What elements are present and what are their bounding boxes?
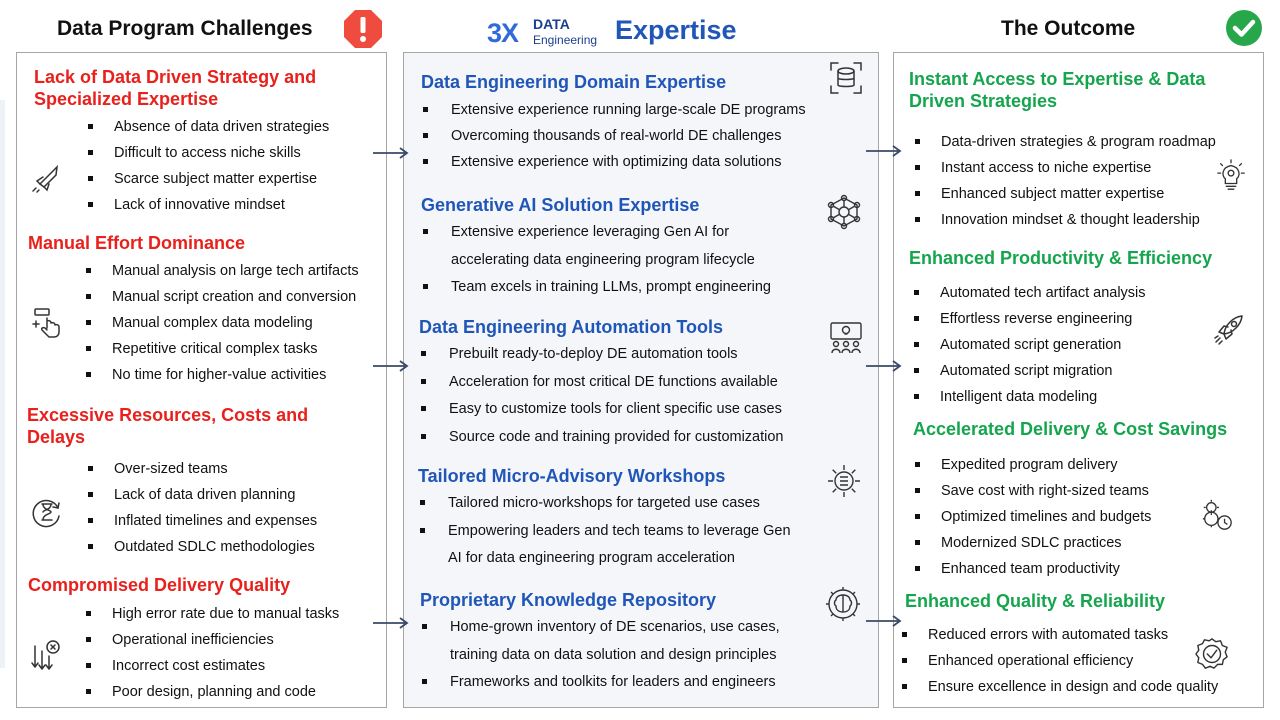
list-item: Source code and training provided for customization <box>419 424 784 452</box>
list-item: Lack of data driven planning <box>86 482 317 508</box>
ai-gear-icon <box>826 463 862 499</box>
expertise-title: Expertise <box>615 15 737 45</box>
expertise-3-title: Data Engineering Automation Tools <box>419 317 724 337</box>
expertise-2-title: Generative AI Solution Expertise <box>421 195 700 215</box>
list-item: Automated script migration <box>912 358 1146 384</box>
list-item: Expedited program delivery <box>913 452 1151 478</box>
list-item: Automated tech artifact analysis <box>912 280 1146 306</box>
list-item: Overcoming thousands of real-world DE challenges <box>421 123 806 149</box>
database-cycle-icon <box>828 60 864 96</box>
outcome-1-title-line1: Instant Access to Expertise & Data <box>909 69 1206 89</box>
list-item: Instant access to niche expertise <box>913 155 1216 181</box>
list-item-continued <box>420 642 780 670</box>
logo-mark: 3X <box>487 18 519 48</box>
list-item: High error rate due to manual tasks <box>84 601 339 627</box>
challenge-1-title-line2: Specialized Expertise <box>34 89 219 109</box>
arrow-right-icon <box>865 614 903 628</box>
list-item: Extensive experience with optimizing data solutions <box>421 149 806 175</box>
brain-gear-icon <box>825 586 861 622</box>
rocket-outline-icon <box>30 158 66 194</box>
list-item: Absence of data driven strategies <box>86 114 329 140</box>
challenge-2-list <box>84 258 359 388</box>
expertise-5-title: Proprietary Knowledge Repository <box>420 590 717 610</box>
list-item: Home-grown inventory of DE scenarios, use cases, <box>420 614 780 642</box>
challenge-3-title-line1: Excessive Resources, Costs and <box>27 405 309 425</box>
hourglass-cycle-icon <box>29 494 65 530</box>
logo-line1: DATA <box>533 16 570 32</box>
list-item: Save cost with right-sized teams <box>913 478 1151 504</box>
list-item-continued <box>421 247 771 275</box>
outcome-3-title: Accelerated Delivery & Cost Savings <box>913 419 1228 439</box>
outcome-4-list <box>900 622 1218 700</box>
expertise-4-title: Tailored Micro-Advisory Workshops <box>418 466 726 486</box>
outcome-4-title: Enhanced Quality & Reliability <box>905 591 1166 611</box>
list-item: Inflated timelines and expenses <box>86 508 317 534</box>
challenge-3-title <box>27 404 308 448</box>
list-item: Innovation mindset & thought leadership <box>913 207 1216 233</box>
list-item: Modernized SDLC practices <box>913 530 1151 556</box>
outcome-3-list <box>913 452 1151 582</box>
list-item: Empowering leaders and tech teams to leverage Gen <box>418 518 791 546</box>
outcome-2-title: Enhanced Productivity & Efficiency <box>909 248 1213 268</box>
list-item: Operational inefficiencies <box>84 627 339 653</box>
challenge-4-title: Compromised Delivery Quality <box>28 575 291 595</box>
expertise-4-list <box>418 490 791 573</box>
rocket-icon <box>1211 311 1247 347</box>
team-idea-icon <box>828 320 864 356</box>
list-item: Data-driven strategies & program roadmap <box>913 129 1216 155</box>
lightbulb-gear-icon <box>1214 158 1248 192</box>
expertise-2-list <box>421 219 771 302</box>
hand-touch-icon <box>30 304 66 340</box>
outcome-title: The Outcome <box>1001 17 1136 40</box>
challenge-2-title: Manual Effort Dominance <box>28 233 246 253</box>
list-item: Manual analysis on large tech artifacts <box>84 258 359 284</box>
list-item: Repetitive critical complex tasks <box>84 336 359 362</box>
list-item: Enhanced operational efficiency <box>900 648 1218 674</box>
list-item-text: training data on data solution and design principles <box>450 646 777 663</box>
exclamation-octagon-icon <box>343 9 383 49</box>
list-item-text: AI for data engineering program acceleration <box>448 550 735 566</box>
outcome-1-list <box>913 129 1216 233</box>
list-item: Over-sized teams <box>86 456 317 482</box>
list-item: Frameworks and toolkits for leaders and engineers <box>420 669 780 697</box>
challenge-3-title-line2: Delays <box>27 427 86 447</box>
list-item: Poor design, planning and code <box>84 679 339 705</box>
list-item: Enhanced team productivity <box>913 556 1151 582</box>
list-item: Prebuilt ready-to-deploy DE automation tools <box>419 341 784 369</box>
list-item: Extensive experience leveraging Gen AI for <box>421 219 771 247</box>
list-item: No time for higher-value activities <box>84 362 359 388</box>
list-item: Incorrect cost estimates <box>84 653 339 679</box>
challenge-4-list <box>84 601 339 705</box>
list-item: Ensure excellence in design and code quality <box>900 674 1218 700</box>
challenge-3-list <box>86 456 317 560</box>
challenge-1-list <box>86 114 329 218</box>
challenge-1-title <box>34 66 316 110</box>
side-decoration <box>0 100 5 668</box>
challenge-1-title-line1: Lack of Data Driven Strategy and <box>34 67 317 87</box>
arrow-right-icon <box>372 359 410 373</box>
logo-line2: Engineering <box>533 33 598 47</box>
expertise-3-list <box>419 341 784 451</box>
expertise-5-list <box>420 614 780 697</box>
list-item: Automated script generation <box>912 332 1146 358</box>
list-item: Optimized timelines and budgets <box>913 504 1151 530</box>
list-item: Reduced errors with automated tasks <box>900 622 1218 648</box>
neural-network-icon <box>826 194 862 230</box>
list-item: Acceleration for most critical DE functions available <box>419 369 784 397</box>
list-item: Difficult to access niche skills <box>86 140 329 166</box>
arrow-right-icon <box>372 146 410 160</box>
expertise-1-title: Data Engineering Domain Expertise <box>421 72 727 92</box>
list-item: Effortless reverse engineering <box>912 306 1146 332</box>
list-item: Tailored micro-workshops for targeted use cases <box>418 490 791 518</box>
expertise-1-list <box>421 97 806 175</box>
list-item: Outdated SDLC methodologies <box>86 534 317 560</box>
list-item-continued <box>418 545 791 573</box>
arrow-right-icon <box>865 144 903 158</box>
arrow-right-icon <box>372 616 410 630</box>
challenges-title: Data Program Challenges <box>57 17 313 40</box>
list-item: Enhanced subject matter expertise <box>913 181 1216 207</box>
list-item: Intelligent data modeling <box>912 384 1146 410</box>
outcome-1-title-line2: Driven Strategies <box>909 91 1058 111</box>
list-item: Extensive experience running large-scale DE programs <box>421 97 806 123</box>
outcome-2-list <box>912 280 1146 410</box>
list-item: Manual script creation and conversion <box>84 284 359 310</box>
check-circle-icon <box>1225 9 1263 47</box>
gears-clock-icon <box>1200 498 1234 532</box>
list-item: Easy to customize tools for client specific use cases <box>419 396 784 424</box>
list-item-text: accelerating data engineering program lifecycle <box>451 251 755 268</box>
list-item: Lack of innovative mindset <box>86 192 329 218</box>
arrow-right-icon <box>865 359 903 373</box>
outcome-1-title <box>909 68 1205 112</box>
list-item: Manual complex data modeling <box>84 310 359 336</box>
list-item: Scarce subject matter expertise <box>86 166 329 192</box>
list-item: Team excels in training LLMs, prompt engineering <box>421 274 771 302</box>
decline-arrows-icon <box>29 638 65 674</box>
